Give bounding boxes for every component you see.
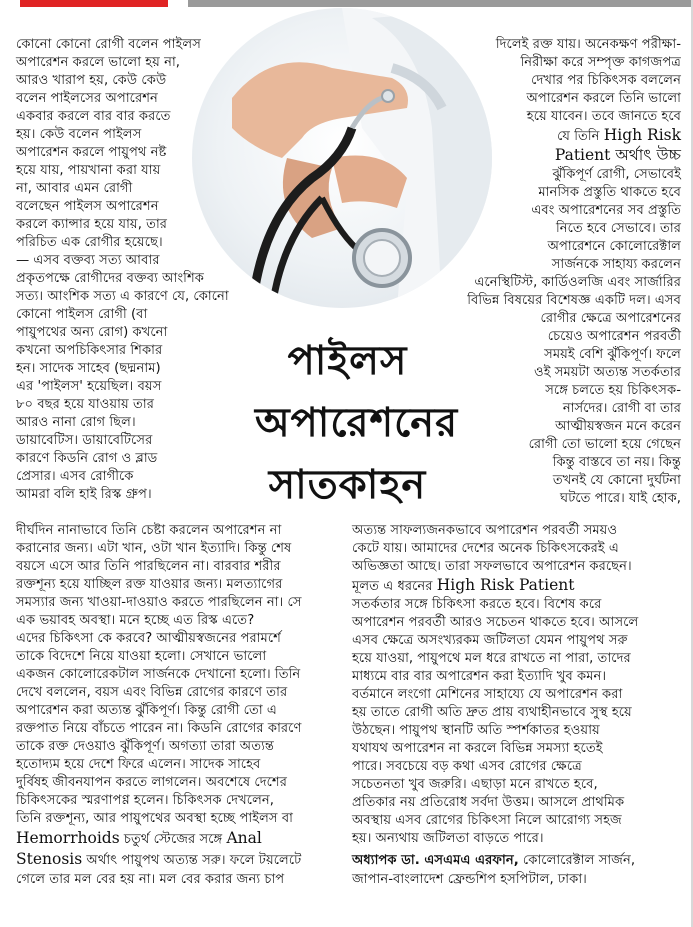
body-line: সচেতনতা খুব জরুরি। এছাড়া মনে রাখতে হবে, [352,777,598,792]
right-line: ওই সময়টা অত্যন্ত সতর্কতার [534,365,681,380]
right-line: হয়ে যাবেন। তবে জানতে হবে [526,109,681,124]
right-line: ঘটতে পারে। যাই হোক, [560,491,681,506]
body-line: রক্তশূন্য হয়ে যাচ্ছিল রক্ত যাওয়ার জন্য। মলত্যাগের [16,577,283,592]
left-line: — এসব বক্তব্য সত্য আবার [16,253,160,268]
right-line: নিরীক্ষা করে সম্পৃক্ত কাগজপত্র [520,55,681,70]
left-line: একবার করলে বার বার করতে [16,109,171,124]
body-line: অভিজ্ঞতা আছে। তারা সফলভাবে অপারেশন করছেন। [352,559,632,574]
right-line: বিভিন্ন বিষয়ের বিশেষজ্ঞ একটি দল। এসব [467,293,681,308]
body-line: দেখে বললেন, বয়স এবং বিভিন্ন রোগের কারণে তার [16,685,288,700]
left-line: পরিচিত এক রোগীর হয়েছে। [16,235,163,250]
body-line: মাধ্যমে বার বার অপারেশন করা ইত্যাদি খুব কমন। [352,669,607,684]
left-line: প্রেসার। এসব রোগীকে [16,469,134,484]
right-line: দিলেই রক্ত যায়। অনেকক্ষণ পরীক্ষা- [495,37,681,52]
body-line-text: মূলত এ ধরনের [352,579,433,594]
top-gray-rule [188,0,693,7]
right-line: নিতে হবে সেভাবে। তার [555,221,681,236]
right-line-text: যে তিনি [557,129,600,144]
body-line: হয়। অন্যথায় জটিলতা বাড়তে পারে। [352,831,544,846]
body-line: সমস্যার জন্য খাওয়া-দাওয়াও করতে পারছিলেন না। সে [16,595,302,610]
right-line: মানসিক প্রস্তুতি থাকতে হবে [538,185,681,200]
body-line: সতর্কতার সঙ্গে চিকিৎসা করতে হবে। বিশেষ করে [352,597,602,612]
high-risk-patient-term: High Risk Patient [436,576,575,594]
body-line: হতোদ্যম হয়ে দেশে ফিরে এলেন। সাদেক সাহেব [16,757,261,772]
body-line: এক ভয়াবহ অবস্থা। মনে হচ্ছে এত রিস্ক এতে? [16,613,255,628]
left-line: কোনো কোনো রোগী বলেন পাইলস [16,37,201,52]
right-line: ঝুঁকিপূর্ণ রোগী, সেভাবেই [552,167,681,182]
left-line: আরও নানা রোগ ছিল। [16,415,136,430]
left-line: ডায়াবেটিস। ডায়াবেটিসের [16,433,153,448]
stethoscope-photo [192,8,492,308]
title-line-1: পাইলস [287,338,408,384]
high-risk-patient-line [352,576,575,596]
author-name: অধ্যাপক ডা. এসএমএ এরফান, [352,853,519,868]
body-line: হয়ে যাওয়া, পায়ুপথে মল ধরে রাখতে না পারা, তাদের [352,651,631,666]
author-byline [352,852,635,870]
body-line: অবস্থায় এসব রোগের চিকিৎসা নিলে আরোগ্য সহজ [352,813,622,828]
right-line: অপারেশন করলে তিনি ভালো [526,91,681,106]
body-line: কেটে যায়। আমাদের দেশের অনেক চিকিৎসকেরই এ [352,541,619,556]
body-line: তাকে রক্ত দেওয়াও ঝুঁকিপূর্ণ। অগত্যা তারা অত্যন্ত [16,739,275,754]
left-line: অপারেশন করলে পায়ুপথ নষ্ট [16,145,167,160]
stenosis-rest: অর্থাৎ পায়ুপথ অত্যন্ত সরু। ফলে টয়লেটে [82,853,302,868]
body-line: অপারেশন পরবর্তী আরও সচেতন থাকতে হবে। আসলে [352,615,639,630]
left-line: আরও খারাপ হয়, কেউ কেউ [16,73,167,88]
right-line: সময়ই বেশি ঝুঁকিপূর্ণ। ফলে [544,347,681,362]
right-line: তখনই যে কোনো দুর্ঘটনা [552,473,681,488]
body-line: উঠছেন। পায়ুপথ স্থানটি অতি স্পর্শকাতর হওয়ায় [352,723,600,738]
title-line-3: সাতকাহন [268,462,427,508]
hemorrhoids-line [16,829,262,849]
body-line: যথাযথ অপারেশন না করলে বিভিন্ন সমস্যা হতেই [352,741,603,756]
left-line: বলেছেন পাইলস অপারেশন [16,199,159,214]
stenosis-line [16,850,301,870]
right-line: অপারেশনে কোলোরেক্টাল [547,239,681,254]
right-line: এবং অপারেশনের সব প্রস্তুতি [531,203,681,218]
body-line: গেলে তার মল বের হয় না। মল বের করার জন্য চাপ [16,872,285,887]
left-line: আমরা বলি হাই রিস্ক গ্রুপ। [16,487,152,502]
right-line: সঙ্গে চলতে হয় চিকিৎসক- [545,383,681,398]
left-line: সত্য। আংশিক সত্য এ কারণে যে, কোনো [16,289,229,304]
body-line: অপারেশন করা অত্যন্ত ঝুঁকিপূর্ণ। কিন্তু রোগী তো এ [16,703,277,718]
anal-term: Anal [226,829,262,847]
right-line-text: Patient অর্থাৎ উচ্চ [554,146,681,164]
body-line: বয়সে এসে আর তিনি পারছিলেন না। বারবার শরীর [16,559,281,574]
right-line: রোগী তো ভালো হয়ে গেছেন [528,437,681,452]
right-line [555,146,681,166]
body-line: তাকে বিদেশে নিয়ে যাওয়া হলো। সেখানে ভালো [16,649,267,664]
left-line: অপারেশন করলে ভালো হয় না, [16,55,180,70]
left-line: পায়ুপথের অন্য রোগ) কখনো [16,325,168,340]
left-line: হন। সাদেক সাহেব (ছদ্মনাম) [16,361,161,376]
hemorrhoids-mid: চতুর্থ স্টেজের সঙ্গে [119,832,227,847]
right-line: নার্সদের। রোগী বা তার [562,401,681,416]
title-line-2: অপারেশনের [255,400,459,446]
body-line: তিনি রক্তশূন্য, আর পায়ুপথের অবস্থা হচ্ছে পাইলস বা [16,811,293,826]
author-role: কোলোরেক্টাল সার্জন, [518,853,636,868]
left-line: করলে ক্যান্সার হয়ে যায়, তার [16,217,168,232]
body-line: হয় তাতে রোগী অতি দ্রুত প্রায় ব্যথাহীনভাবে সুস্থ হয়ে [352,705,632,720]
left-line: বলেন পাইলসের অপারেশন [16,91,158,106]
left-line: কখনো অপচিকিৎসার শিকার [16,343,163,358]
body-line: অত্যন্ত সাফল্যজনকভাবে অপারেশন পরবর্তী সময়ও [352,523,618,538]
right-line: দেখার পর চিকিৎসক বললেন [531,73,681,88]
right-line: চেয়েও অপারেশন পরবর্তী [547,329,681,344]
right-line: এনেস্থিটিস্ট, কার্ডিওলজি এবং সার্জারির [474,275,681,290]
body-line: চিকিৎসকের স্মরণাপণ্ণ হলেন। চিকিৎসক দেখলেন, [16,793,274,808]
left-line: কারণে কিডনি রোগ ও ব্লাড [16,451,158,466]
stenosis-term: Stenosis [16,850,83,868]
body-line: রক্তপাত নিয়ে বাঁচতে পারেন না। কিডনি রোগের কারণে [16,721,302,736]
left-line: এর 'পাইলস' হয়েছিল। বয়স [16,379,162,394]
body-line: দুর্বিষহ জীবনযাপন করতে লাগলেন। অবশেষে দেশের [16,775,287,790]
left-line: না, আবার এমন রোগী [16,181,133,196]
left-line: প্রকৃতপক্ষে রোগীদের বক্তব্য আংশিক [16,271,204,286]
right-line: রোগীর ক্ষেত্রে অপারেশনের [540,311,681,326]
body-line: একজন কোলোরেকটাল সার্জনকে দেখানো হলো। তিনি [16,667,301,682]
body-line: এসব ক্ষেত্রে অসংখ্যরকম জটিলতা যেমন পায়ুপথ সরু [352,633,628,648]
body-line: বর্তমানে লংগো মেশিনের সাহায্যে যে অপারেশন করা [352,687,623,702]
right-line-high-risk [557,126,681,146]
right-line: কিন্তু বাস্তবে তা নয়। কিন্তু [552,455,681,470]
author-affiliation: জাপান-বাংলাদেশ ফ্রেন্ডশিপ হসপিটাল, ঢাকা। [352,872,587,887]
left-line: কোনো পাইলস রোগী (বা [16,307,148,322]
hemorrhoids-term: Hemorrhoids [16,829,120,847]
left-line: হয়। কেউ বলেন পাইলস [16,127,142,142]
top-red-rule [20,0,168,7]
left-line: হয়ে যায়, পায়খানা করা যায় [16,163,161,178]
body-line: এদের চিকিৎসা কে করবে? আত্মীয়স্বজনের পরামর্শে [16,631,281,646]
right-line: আত্মীয়স্বজন মনে করেন [555,419,681,434]
body-line: দীর্ঘদিন নানাভাবে তিনি চেষ্টা করলেন অপারেশন না [16,523,282,538]
left-line: ৮০ বছর হয়ে যাওয়ায় তার [16,397,154,412]
stethoscope-illustration [192,8,492,308]
body-line: করানোর জন্য। এটা খান, ওটা খান ইত্যাদি। কিন্তু শেষ [16,541,292,556]
body-line: পারে। সবচেয়ে বড় কথা এসব রোগের ক্ষেত্রে [352,759,582,774]
body-line: প্রতিকার নয় প্রতিরোধ সর্বদা উত্তম। আসলে প্রাথমিক [352,795,625,810]
article-title [255,330,459,516]
right-line: সার্জনকে সাহায্য করলেন [551,257,681,272]
high-risk-term: High Risk [603,126,681,144]
